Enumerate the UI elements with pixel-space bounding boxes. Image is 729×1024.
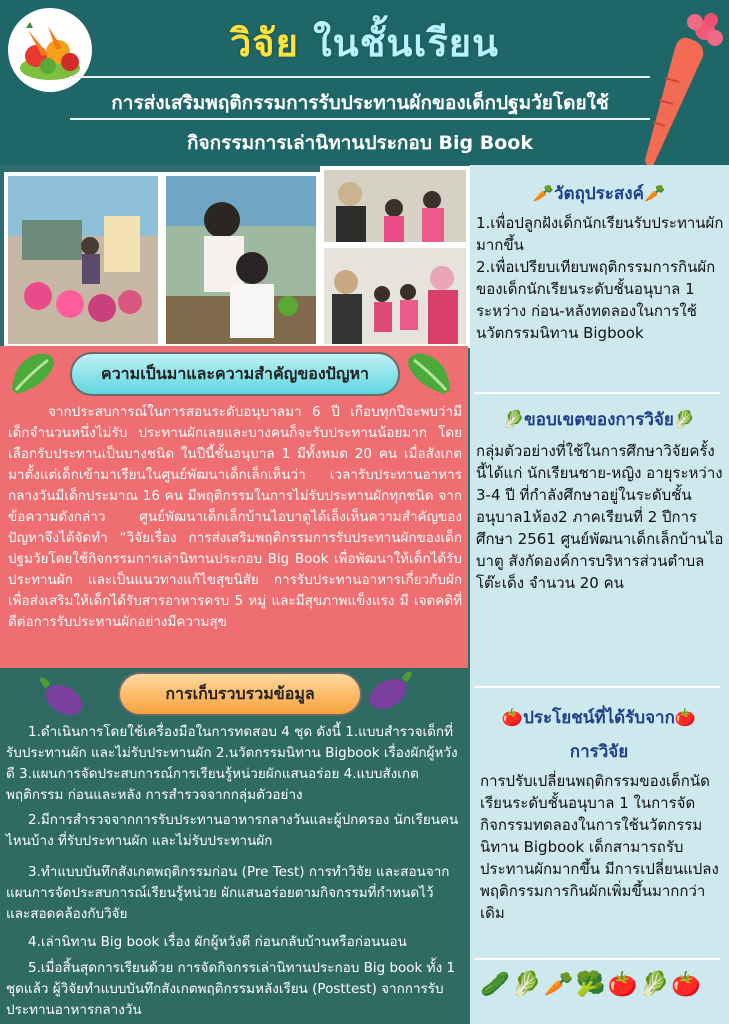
right-divider	[474, 392, 720, 394]
carrot-icon: 🥕	[543, 970, 576, 998]
scope-body: กลุ่มตัวอย่างที่ใช้ในการศึกษาวิจัยครั้งนี้ได้แก่ นักเรียนชาย-หญิง อายุระหว่าง 3-4 ปี ที่กำลังศึกษาอยู่ในระดับชั้น อนุบาล1ห้อง2 ภาคเรียนที่ 2 ปีการศึกษา 2561 ศูนย์พัฒนาเด็กเล็กบ้านไอบาตู สังกัดองค์การบริหารส่วนตำบลโต๊ะเด็ง จำนวน 20 คน	[476, 442, 724, 592]
tomato-icon: 🍅	[501, 708, 524, 728]
benefits-heading: 🍅ประโยชน์ที่ได้รับจาก🍅	[501, 708, 697, 728]
lettuce-icon: 🥬	[511, 970, 544, 998]
subtitle-line-1: การส่งเสริมพฤติกรรมการรับประทานผักของเด็กปฐมวัยโดยใช้	[111, 92, 609, 114]
collection-item-5: 5.เมื่อสิ้นสุดการเรียนด้วย การจัดกิจกรรเล่านิทานประกอบ Big book ทั้ง 1 ชุดแล้ว ผู้วิจัยทำแบบบันทึกสังเกตพฤติกรรมหลังเรียน (Posttest) จากการรับประทานอาหารกลางวัน	[6, 960, 456, 1018]
objective-item-2: 2.เพื่อเปรียบเทียบพฤติกรรมการกินผักของเด็กนักเรียนระดับชั้นอนุบาล 1 ระหว่าง ก่อน-หลังทดลองในการใช้นวัตกรรมนิทาน Bigbook	[476, 258, 716, 342]
benefits-heading-line-2: การวิจัย	[569, 742, 629, 762]
carrot-icon: 🥕	[532, 184, 554, 204]
header-divider-top	[70, 76, 650, 78]
lettuce-icon	[404, 350, 454, 396]
background-heading: ความเป็นมาและความสำคัญของปัญหา	[70, 352, 400, 396]
cucumber-icon: 🥒	[480, 970, 512, 998]
collection-item-2: 2.มีการสำรวจจากการรับประทานอาหารกลางวันและผู้ปกครอง นักเรียนคนไหนบ้าง ที่รับประทานผัก และไม่รับประทานผัก	[6, 812, 459, 849]
objectives-heading: 🥕วัตถุประสงค์🥕	[532, 184, 666, 204]
collection-item-1: 1.ดำเนินการโดยใช้เครื่องมือในการทดสอบ 4 ชุด ดังนี้ 1.แบบสำรวจเด็กที่รับประทานผัก และไม่รับประทานผัก 2.นวัตกรรมนิทาน Bigbook เรื่องผักผู้หวังดี 3.แผนการจัดประสบการณ์การเรียนรู้หน่วยผักแสนอร่อย 4.แบบสังเกตพฤติกรรม ก่อนและหลัง การสำรวจจากกลุ่มตัวอย่าง	[6, 724, 458, 803]
right-divider	[474, 958, 720, 960]
photo-classroom	[4, 172, 162, 348]
collection-item-4: 4.เล่านิทาน Big book เรื่อง ผักผู้หวังดี ก่อนกลับบ้านหรือก่อนนอน	[28, 934, 407, 950]
eggplant-icon	[36, 672, 88, 720]
right-divider	[474, 686, 720, 688]
photo-group-activity	[320, 166, 470, 246]
vegetable-row	[480, 970, 724, 1006]
benefits-body: การปรับเปลี่ยนพฤติกรรมของเด็กนัดเรียนระดับชั้นอนุบาล 1 ในการจัดกิจกรรมทดลองในการใช้นวัตกรรมนิทาน Bigbook เด็กสามารถรับประทานผักมากขึ้น มีการเปลี่ยนแปลงพฤติกรรมการกินผักเพิ่มขึ้นมากกว่าเดิม	[480, 772, 719, 922]
header-divider-middle	[70, 118, 650, 120]
title-part-2: ในชั้นเรียน	[313, 21, 500, 65]
lettuce-icon	[8, 350, 58, 396]
lettuce-icon: 🥬	[639, 970, 672, 998]
tomato-icon: 🍅	[671, 970, 704, 998]
subtitle-line-2: กิจกรรมการเล่านิทานประกอบ Big Book	[187, 132, 533, 154]
eggplant-icon	[364, 666, 416, 714]
tomato-icon: 🍅	[607, 970, 640, 998]
title-part-1: วิจัย	[229, 21, 299, 65]
tomato-icon: 🍅	[674, 708, 697, 728]
objective-item-1: 1.เพื่อปลูกฝังเด็กนักเรียนรับประทานผักมากขึ้น	[476, 214, 724, 254]
broccoli-icon: 🥦	[575, 970, 608, 998]
lettuce-icon: 🥬	[502, 410, 525, 430]
collection-heading: การเก็บรวบรวมข้อมูล	[118, 672, 362, 716]
photo-teacher-with-children	[320, 244, 470, 348]
collection-item-3: 3.ทำแบบบันทึกสังเกตพฤติกรรมก่อน (Pre Test) การทำวิจัย และสอนจากแผนการจัดประสบการณ์เรียนรู้หน่วย ผักแสนอร่อยตามกิจกรรมที่กำหนดไว้ และสอดคล้องกับวิจัย	[6, 864, 450, 922]
lettuce-icon: 🥬	[673, 410, 695, 430]
carrot-icon	[625, 8, 725, 168]
photo-children-planting	[162, 172, 320, 348]
scope-heading: 🥬ขอบเขตของการวิจัย🥬	[502, 410, 695, 430]
carrot-icon: 🥕	[643, 184, 666, 204]
background-body: จากประสบการณ์ในการสอนระดับอนุบาลมา 6 ปี เกือบทุกปีจะพบว่ามีเด็กจำนวนหนึ่งไม่รับ ประทานผักเลยและบางคนก็จะรับประทานน้อยมาก โดยเลือกรับประทานเป็นบางชนิด ในปีนี้ชั้นอนุบาล 1 มีทั้งหมด 20 คน เมื่อสังเกตมาตั้งแต่เด็กเข้ามาเรียนในศูนย์พัฒนาเด็กเล็กเห็นว่า เวลารับประทานอาหารกลางวันมีเด็กประมาณ 16 คน มีพฤติกรรมในการไม่รับประทานผักทุกชนิด จากข้อความดังกล่าว ศูนย์พัฒนาเด็กเล็กบ้านไอบาตูได้เล็งเห็นความสำคัญของปัญหาจึงได้จัดทำ “วิจัยเรื่อง การส่งเสริมพฤติกรรมการรับประทานผักของเด็กปฐมวัยโดยใช้กิจกรรมการเล่านิทานประกอบ Big Book เพื่อพัฒนาให้เด็กได้รับประทานผัก และเป็นแนวทางแก้ไขสุขนิสัย การรับประทานอาหารเกี่ยวกับผักเพื่อส่งเสริมให้เด็กได้รับสารอาหารครบ 5 หมู่ และมีสุขภาพแข็งแรง มี เจตคติที่ดีต่อการรับประทานผักอย่างมีความสุข	[8, 404, 462, 630]
page-title	[0, 12, 729, 73]
